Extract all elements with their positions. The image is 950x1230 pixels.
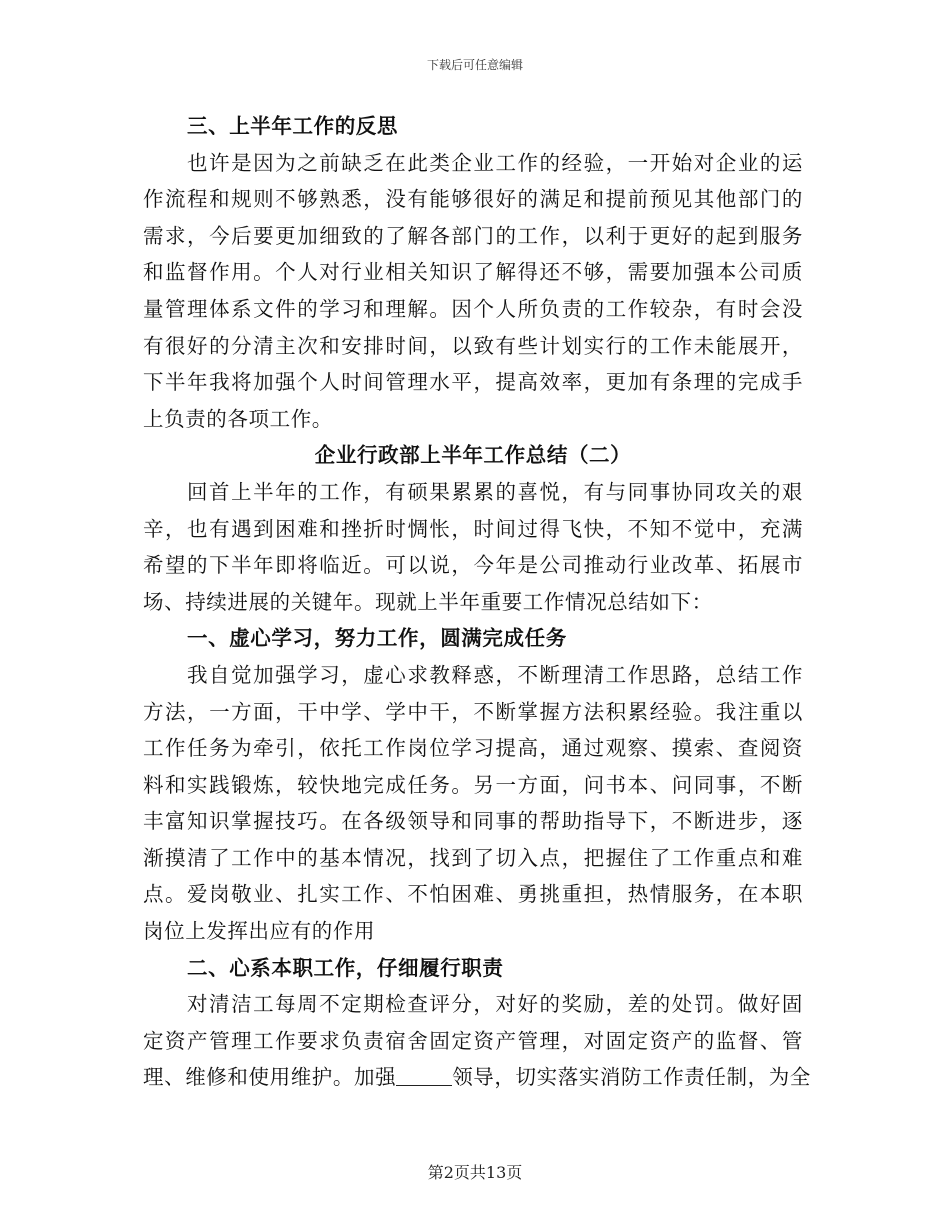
text-line: 我自觉加强学习，虚心求教释惑，不断理清工作思路，总结工作 — [187, 662, 803, 687]
text-segment: 领导，切实落实消防工作责任制，为全 — [452, 1065, 811, 1090]
text-line: 作流程和规则不够熟悉，没有能够很好的满足和提前预见其他部门的 — [143, 187, 803, 212]
text-line: 工作任务为牵引，依托工作岗位学习提高，通过观察、摸索、查阅资 — [143, 736, 803, 761]
section-heading: 一、虚心学习，努力工作，圆满完成任务 — [187, 626, 567, 651]
text-line — [143, 1059, 811, 1096]
text-line: 辛，也有遇到困难和挫折时惆怅，时间过得飞快，不知不觉中，充满 — [143, 516, 803, 541]
text-line: 点。爱岗敬业、扎实工作、不怕困难、勇挑重担，热情服务，在本职 — [143, 882, 803, 907]
text-line: 回首上半年的工作，有硕果累累的喜悦，有与同事协同攻关的艰 — [187, 479, 803, 504]
text-line: 定资产管理工作要求负责宿舍固定资产管理，对固定资产的监督、管 — [143, 1028, 803, 1053]
page-footer: 第2页共13页 — [427, 1163, 523, 1182]
section-heading: 企业行政部上半年工作总结（二） — [314, 443, 632, 468]
document-body — [143, 108, 811, 1096]
text-line: 方法，一方面，干中学、学中干，不断掌握方法积累经验。我注重以 — [143, 699, 803, 724]
text-line: 上负责的各项工作。 — [143, 406, 333, 431]
text-line: 岗位上发挥出应有的作用 — [143, 919, 376, 944]
text-line: 有很好的分清主次和安排时间，以致有些计划实行的工作未能展开， — [143, 333, 803, 358]
fill-in-blank — [396, 1065, 452, 1087]
text-line: 场、持续进展的关键年。现就上半年重要工作情况总结如下： — [143, 589, 713, 614]
text-line: 渐摸清了工作中的基本情况，找到了切入点，把握住了工作重点和难 — [143, 845, 803, 870]
text-line: 下半年我将加强个人时间管理水平，提高效率，更加有条理的完成手 — [143, 370, 803, 395]
text-segment: 理、维修和使用维护。加强 — [143, 1065, 397, 1090]
text-line: 丰富知识掌握技巧。在各级领导和同事的帮助指导下，不断进步，逐 — [143, 809, 803, 834]
section-heading: 二、心系本职工作，仔细履行职责 — [187, 955, 504, 980]
text-line: 料和实践锻炼，较快地完成任务。另一方面，问书本、问同事，不断 — [143, 772, 803, 797]
text-line: 也许是因为之前缺乏在此类企业工作的经验，一开始对企业的运 — [187, 150, 803, 175]
text-line: 需求，今后要更加细致的了解各部门的工作，以利于更好的起到服务 — [143, 223, 803, 248]
text-line: 和监督作用。个人对行业相关知识了解得还不够，需要加强本公司质 — [143, 260, 803, 285]
page-header: 下载后可任意编辑 — [426, 58, 523, 72]
text-line: 对清洁工每周不定期检查评分，对好的奖励，差的处罚。做好固 — [187, 992, 803, 1017]
text-line: 量管理体系文件的学习和理解。因个人所负责的工作较杂，有时会没 — [143, 296, 803, 321]
section-heading: 三、上半年工作的反思 — [187, 114, 398, 138]
text-line: 希望的下半年即将临近。可以说，今年是公司推动行业改革、拓展市 — [143, 553, 803, 578]
